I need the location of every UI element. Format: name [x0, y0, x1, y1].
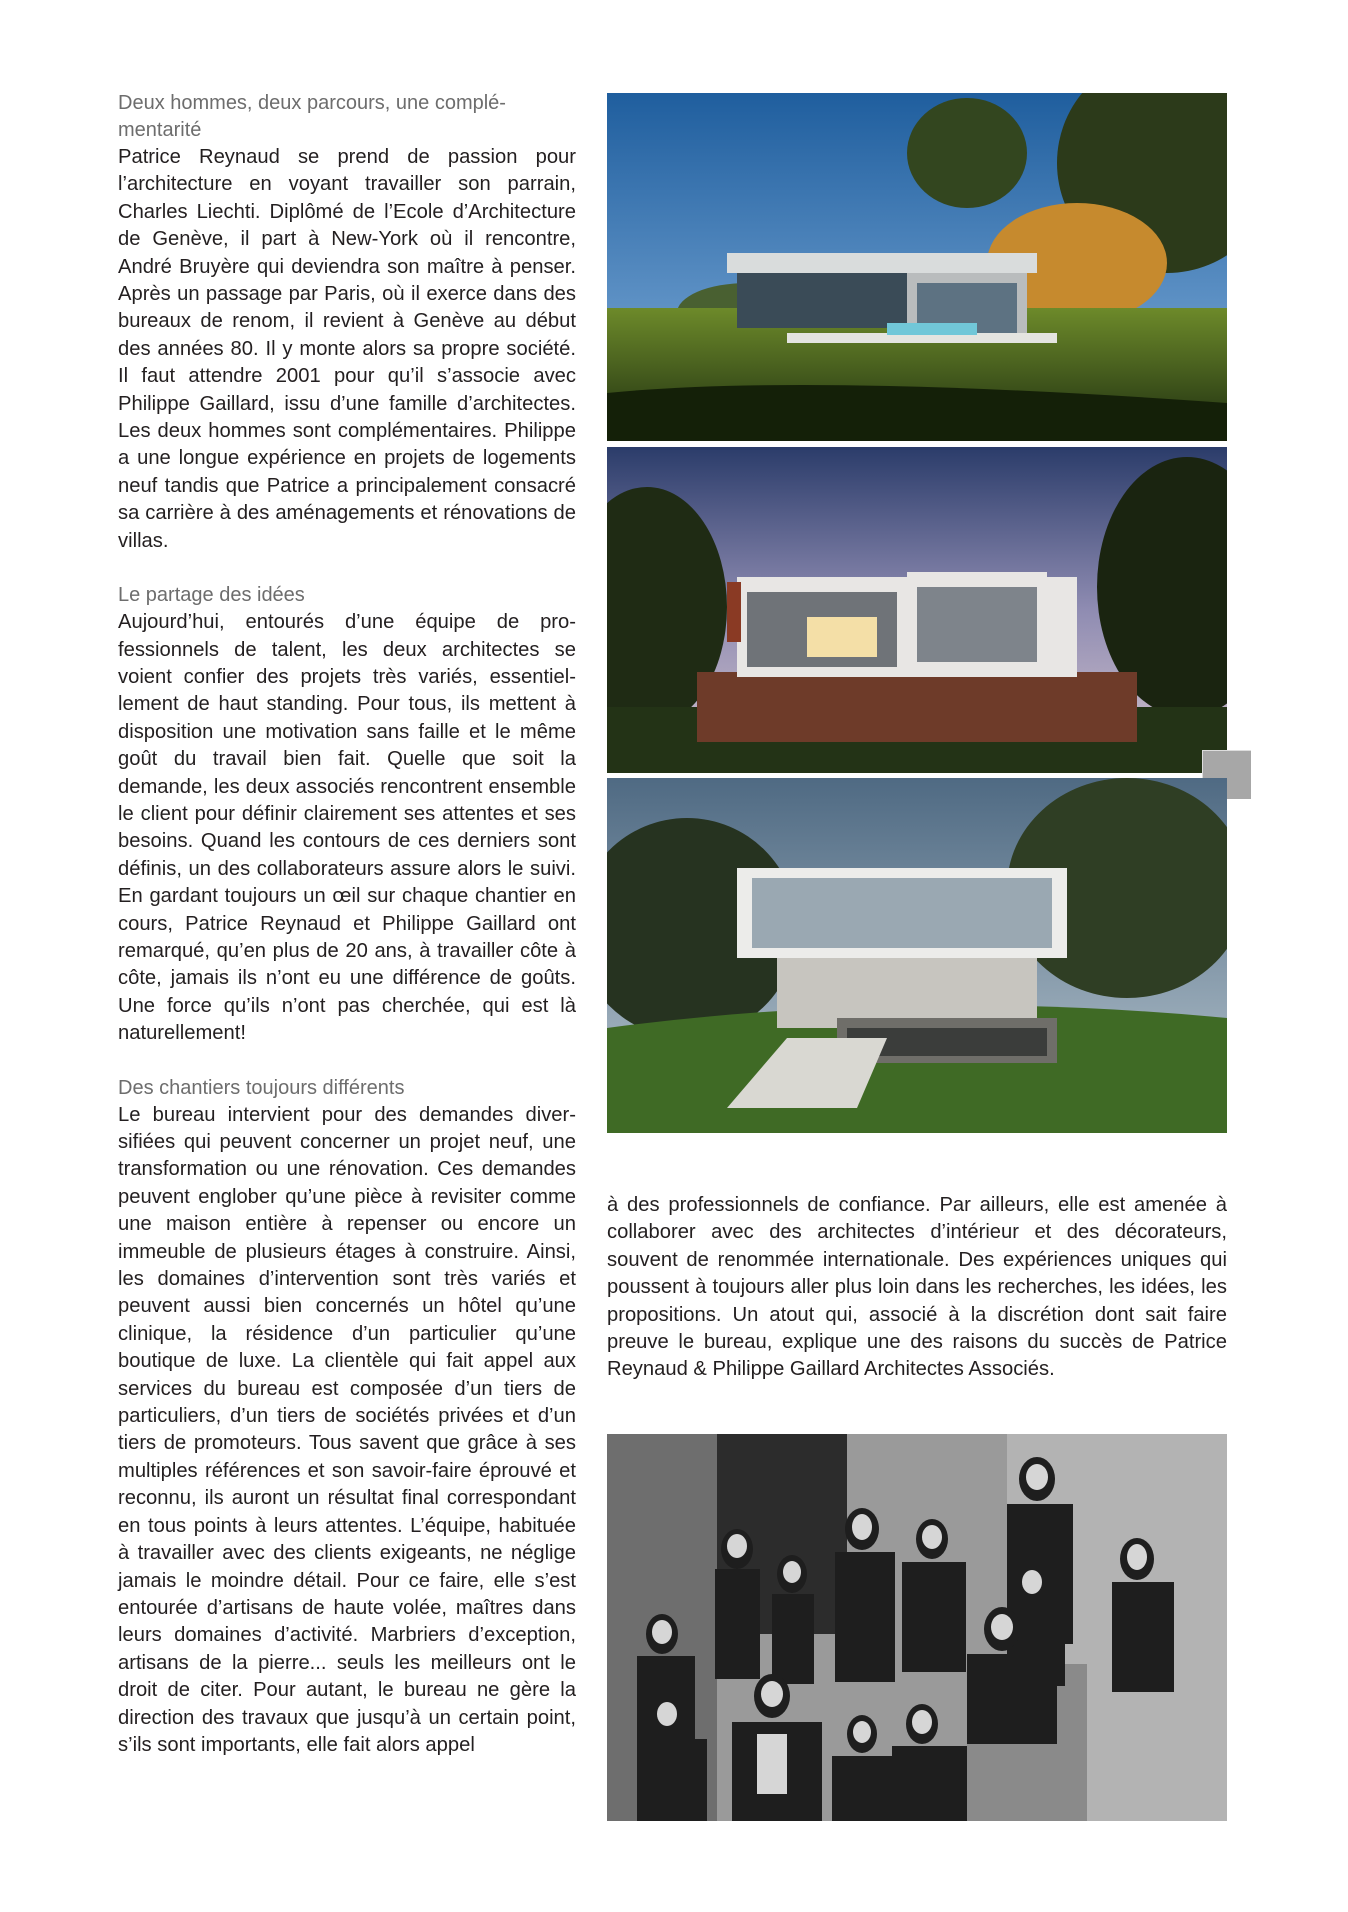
section-heading-parcours: [118, 90, 576, 144]
section-heading-partage: Le partage des idées: [118, 584, 305, 607]
villa-photo-3: [607, 778, 1227, 1133]
section-heading-chantiers: Des chantiers toujours différents: [118, 1076, 405, 1099]
right-column-text: [607, 1192, 1227, 1384]
left-column: [118, 90, 576, 1759]
heading-line-1: Deux hommes, deux parcours, une complé-: [118, 92, 506, 114]
villa-photo-2: [607, 447, 1227, 773]
body-paragraph-parcours: Patrice Reynaud se prend de passion pour l’architecture en voyant travailler son parrain, Charles Liechti. Diplômé de l’Ecole d’Architecture de Genève, il part à New-York où il rencontre, André Bruyère qui deviendra son maître à penser. Après un passage par Paris, où il exerce dans des bureaux de renom, il revient à Genève au début des années 80. Il y monte alors sa propre société. Il faut attendre 2001 pour qu’il s’associe avec Philippe Gaillard, issu d’une famille d’architectes. Les deux hommes sont complémentaires. Philippe a une longue expérience en projets de logements neuf tandis que Patrice a principalement consacré sa carrière à des aménagements et rénovations de villas.: [118, 146, 576, 552]
villa-photo-1: [607, 93, 1227, 441]
team-photo: [607, 1434, 1227, 1821]
body-paragraph-partage: Aujourd’hui, entourés d’une équipe de professionnels de talent, les deux architectes se voient confier des projets très variés, essentiellement de haut standing. Pour tous, ils mettent à disposition une motivation sans faille et le même goût du travail bien fait. Quelle que soit la demande, les deux associés rencontrent ensemble le client pour définir clairement ses attentes et ses besoins. Quand les contours de ces derniers sont définis, un des collaborateurs assure alors le suivi. En gardant toujours un œil sur chaque chantier en cours, Patrice Reynaud et Philippe Gaillard ont remarqué, qu’en plus de 20 ans, à travailler côte à côte, jamais ils n’ont eu une différence de goûts. Une force qu’ils n’ont pas cherchée, qui est là naturellement!: [118, 611, 576, 1045]
body-paragraph-chantiers: Le bureau intervient pour des demandes diversifiées qui peuvent concerner un projet neuf, une transformation ou une rénovation. Ces demandes peuvent englober qu’une pièce à revisiter comme une maison entière à repenser ou encore un immeuble de plusieurs étages à construire. Ainsi, les domaines d’intervention sont très variés et peuvent aussi bien concernés un hôtel qu’une clinique, la résidence d’un particulier qu’une boutique de luxe. La clientèle qui fait appel aux services du bureau est composée d’un tiers de particuliers, d’un tiers de sociétés privées et d’un tiers de promoteurs. Tous savent que grâce à ses multiples références et son savoir-faire éprouvé et reconnu, ils auront un résultat final correspondant en tous points à leurs attentes. L’équipe, habituée à travailler avec des clients exigeants, ne néglige jamais le moindre détail. Pour ce faire, elle s’est entourée d’artisans de haute volée, maîtres dans leurs domaines d’activité. Marbriers d’exception, artisans de la pierre... seuls les meilleurs ont le droit de citer. Pour autant, le bureau ne gère la direction des travaux que jusqu’à un certain point, s’ils sont importants, elle fait alors appel: [118, 1103, 576, 1756]
body-paragraph-continuation: à des professionnels de confiance. Par ailleurs, elle est amenée à collaborer avec des architectes d’intérieur et des décorateurs, souvent de renommée internationale. Des expériences uniques qui poussent à toujours aller plus loin dans les recherches, les idées, les propositions. Un atout qui, associé à la discrétion dont sait faire preuve le bureau, explique une des raisons du succès de Patrice Reynaud & Philippe Gaillard Architectes Associés.: [607, 1194, 1227, 1381]
heading-line-2: mentarité: [118, 119, 202, 141]
